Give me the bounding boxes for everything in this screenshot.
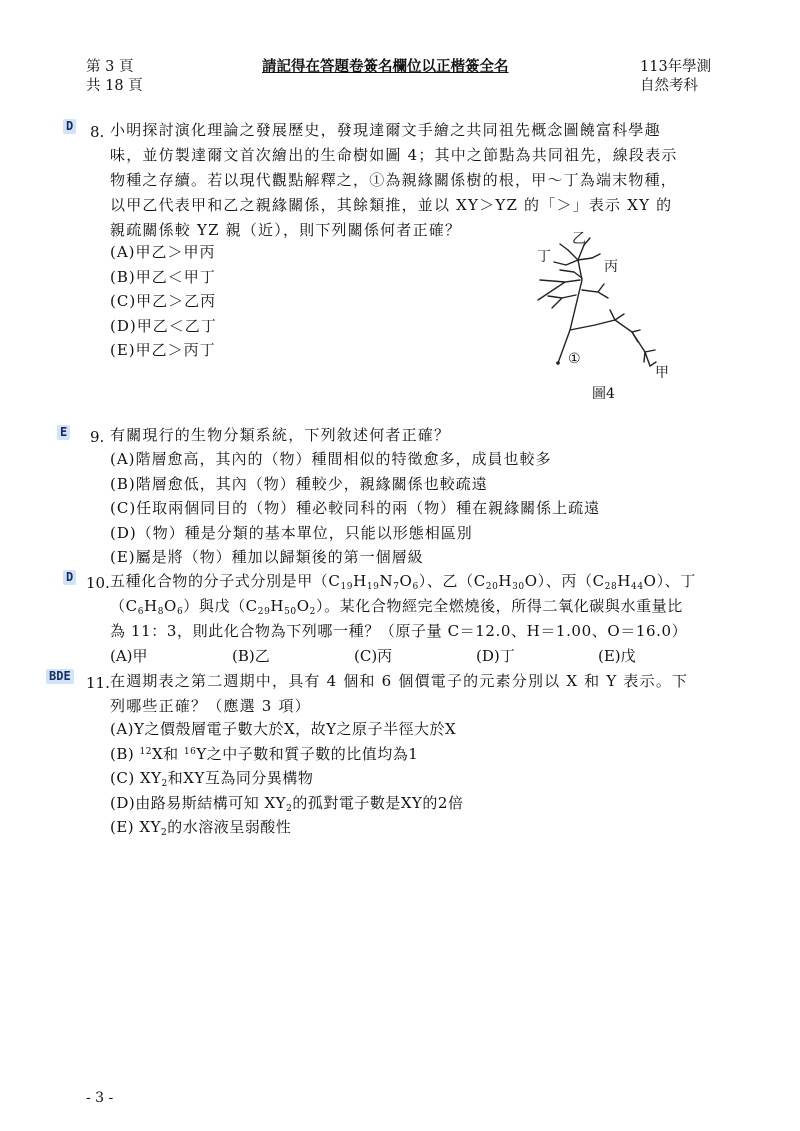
formula-yi: $C_{20}H_{30}O$	[473, 572, 538, 592]
option-b[interactable]: (B) $^{12}$X和 $^{16}$Y之中子數和質子數的比值均為1	[110, 744, 419, 763]
stem-line-1: 五種化合物的分子式分別是甲$(C_{19}H_{19}N_7O_6)$、乙$(C_{20}H_{30}O)$、丙$(C_{28}H_{44}O)$、丁	[110, 572, 696, 592]
question-number: 11.	[86, 674, 110, 692]
label-yi: 乙	[572, 231, 586, 247]
question-stem	[110, 569, 725, 644]
formula-bing: $C_{28}H_{44}O$	[592, 572, 657, 592]
answer-badge: E	[57, 425, 70, 440]
page-number: - 3 -	[86, 1090, 114, 1106]
stem-line: 物種之存續。若以現代觀點解釋之，①為親緣關係樹的根，甲～丁為端末物種，	[110, 171, 678, 189]
option-list	[110, 447, 600, 570]
answer-badge: D	[63, 570, 76, 585]
stem-line: 以甲乙代表甲和乙之親緣關係，其餘類推，並以 XY＞YZ 的「＞」表示 XY 的	[110, 196, 673, 214]
stem-line: 在週期表之第二週期中，具有 4 個和 6 個價電子的元素分別以 X 和 Y 表示。下	[110, 672, 689, 690]
option-e[interactable]: (E) $XY_2$的水溶液呈弱酸性	[110, 818, 292, 838]
stem-line: 列哪些正確？（應選 3 項）	[110, 697, 311, 715]
option-d[interactable]: (D)由路易斯結構可知 $XY_2$的孤對電子數是XY的2倍	[110, 793, 464, 814]
stem-line: 小明探討演化理論之發展歷史，發現達爾文手繪之共同祖先概念圖饒富科學趣	[110, 121, 661, 139]
subject-name: 自然考科	[640, 78, 698, 94]
stem-line-2: $(C_6H_8O_6)$與戊$(C_{29}H_{50}O_2)$。某化合物經完全燃燒後，所得二氧化碳與水重量比	[110, 597, 683, 617]
total-pages-label: 共 18 頁	[86, 78, 143, 94]
tree-of-life-figure	[520, 220, 680, 380]
option-d[interactable]: (D)甲乙＜乙丁	[110, 316, 217, 335]
figure-caption: 圖4	[592, 386, 615, 402]
option-list	[110, 240, 217, 363]
root-node	[556, 361, 560, 365]
option-d[interactable]: (D)（物）種是分類的基本單位，只能以形態相區別	[110, 523, 473, 542]
option-d[interactable]: (D)丁	[476, 647, 515, 665]
option-c[interactable]: (C) $XY_2$和XY互為同分異構物	[110, 769, 314, 789]
option-b[interactable]: (B)甲乙＜甲丁	[110, 267, 216, 286]
option-c[interactable]: (C)任取兩個同目的（物）種必較同科的兩（物）種在親緣關係上疏遠	[110, 499, 601, 517]
label-root: ①	[568, 351, 581, 367]
label-bing: 丙	[604, 259, 618, 275]
answer-badge: D	[63, 119, 76, 134]
label-jia: 甲	[655, 365, 669, 381]
option-b[interactable]: (B)階層愈低，其內（物）種較少，親緣關係也較疏遠	[110, 474, 488, 493]
question-stem: 有關現行的生物分類系統，下列敘述何者正確？	[110, 426, 451, 444]
option-a[interactable]: (A)階層愈高，其內的（物）種間相似的特徵愈多，成員也較多	[110, 450, 552, 468]
stem-line: 味，並仿製達爾文首次繪出的生命樹如圖 4；其中之節點為共同祖先，線段表示	[110, 146, 678, 164]
formula-wu: $C_{29}H_{50}O_2$	[245, 597, 316, 617]
page-label: 第 3 頁	[86, 59, 134, 75]
option-row	[110, 645, 658, 666]
option-c[interactable]: (C)甲乙＞乙丙	[110, 292, 217, 310]
option-a[interactable]: (A)甲乙＞甲丙	[110, 243, 216, 261]
stem-line-3: 為 11：3，則此化合物為下列哪一種？（原子量 C＝12.0、H＝1.00、O＝16.0）	[110, 622, 688, 640]
option-e[interactable]: (E)甲乙＞丙丁	[110, 341, 216, 359]
option-list	[110, 717, 463, 840]
stem-line: 親疏關係較 YZ 親（近），則下列關係何者正確？	[110, 221, 462, 239]
option-b[interactable]: (B)乙	[232, 647, 270, 665]
option-e[interactable]: (E)戊	[598, 647, 636, 665]
question-number: 10.	[86, 574, 110, 592]
option-a[interactable]: (A)Y之價殼層電子數大於X，故Y之原子半徑大於X	[110, 720, 457, 738]
formula-jia: $C_{19}H_{19}N_7O_6$	[328, 572, 419, 592]
signature-reminder: 請記得在答題卷簽名欄位以正楷簽全名	[262, 58, 509, 75]
option-e[interactable]: (E)屬是將（物）種加以歸類後的第一個層級	[110, 548, 424, 566]
formula-ding: $C_6H_8O_6$	[125, 597, 184, 617]
exam-name: 113年學測	[640, 59, 712, 75]
question-number: 8.	[90, 123, 105, 141]
option-c[interactable]: (C)丙	[354, 647, 393, 665]
label-ding: 丁	[537, 249, 551, 265]
option-a[interactable]: (A)甲	[110, 647, 148, 665]
question-stem	[110, 669, 725, 719]
answer-badge: BDE	[46, 669, 74, 684]
question-number: 9.	[90, 428, 105, 446]
